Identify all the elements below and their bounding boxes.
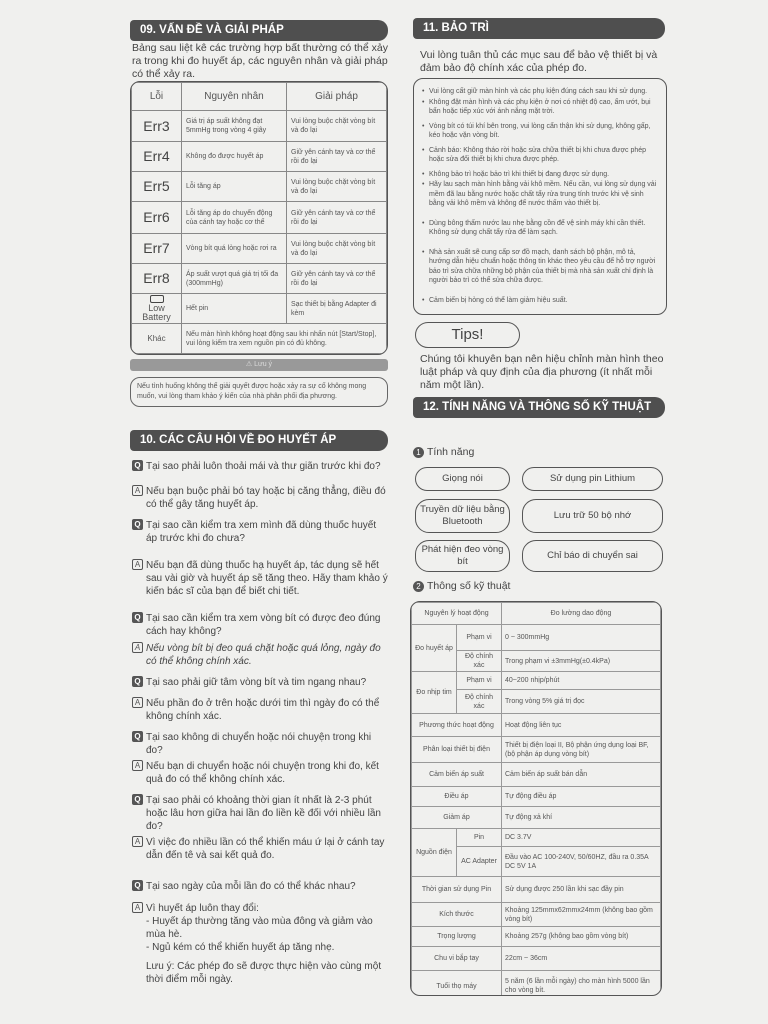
table-header bbox=[132, 83, 387, 111]
answer-icon: A bbox=[132, 642, 143, 653]
table-row: Phương thức hoạt động Hoạt động liên tục bbox=[412, 714, 661, 737]
question-icon: Q bbox=[132, 880, 143, 891]
cause: Không đo được huyết áp bbox=[182, 142, 287, 172]
faq-answer: A Nếu bạn buộc phải bó tay hoặc bị căng thẳng, điều đó có thể gây tăng huyết áp. bbox=[132, 485, 388, 511]
table-row: Nguồn điện Pin DC 3.7V bbox=[412, 829, 661, 847]
faq-answer: A Vì việc đo nhiều lần có thể khiến máu ứ lại ở cánh tay dẫn đến tê và sai kết quả đo. bbox=[132, 836, 388, 862]
table-row: Phân loại thiết bị điện Thiết bị điện loại II, Bộ phận ứng dụng loại BF, (bộ phận áp dụng vòng bít) bbox=[412, 737, 661, 763]
cause: Giá trị áp suất không đạt 5mmHg trong vòng 4 giây bbox=[182, 111, 287, 142]
solution: Giữ yên cánh tay và cơ thể rồi đo lại bbox=[287, 202, 387, 234]
section-09-title: 09. VẤN ĐỀ VÀ GIẢI PHÁP bbox=[130, 20, 388, 41]
maintenance-box bbox=[413, 78, 667, 315]
solution: Vui lòng buộc chặt vòng bít và đo lại bbox=[287, 111, 387, 142]
solution: Vui lòng buộc chặt vòng bít và đo lại bbox=[287, 234, 387, 264]
table-row: Độ chính xác Trong phạm vi ±3mmHg(±0.4kPa) bbox=[412, 651, 661, 672]
header-solution: Giải pháp bbox=[287, 83, 387, 111]
table-row: Đo huyết áp Phạm vi 0 ~ 300mmHg bbox=[412, 625, 661, 651]
table-row: Giảm áp Tự động xả khí bbox=[412, 807, 661, 829]
question-icon: Q bbox=[132, 731, 143, 742]
error-code: Err5 bbox=[132, 172, 182, 202]
solution: Giữ yên cánh tay và cơ thể rồi đo lại bbox=[287, 142, 387, 172]
table-row bbox=[132, 264, 387, 294]
caution-note: Nếu tình huống không thể giải quyết được hoặc xảy ra sự cố không mong muốn, vui lòng tham khảo ý kiến của nhà phân phối địa phương. bbox=[130, 377, 388, 407]
table-row: Cảm biến áp suất Cảm biến áp suất bán dẫn bbox=[412, 763, 661, 787]
table-row: Tuổi thọ máy 5 năm (6 lần mỗi ngày) cho màn hình 5000 lần cho vòng bít. bbox=[412, 971, 661, 997]
faq-question: Q Tại sao ngày của mỗi lần đo có thể khác nhau? bbox=[132, 880, 388, 893]
feature-pill: Chỉ báo di chuyển sai bbox=[522, 540, 663, 572]
table-row bbox=[132, 172, 387, 202]
answer-icon: A bbox=[132, 836, 143, 847]
cause: Lỗi tăng áp bbox=[182, 172, 287, 202]
table-row: Điều áp Tự động điều áp bbox=[412, 787, 661, 807]
list-item: • Không đặt màn hình và các phụ kiện ở nơi có nhiệt độ cao, ẩm ướt, bụi bẩn hoặc tiếp xúc với ánh nắng mặt trời. bbox=[422, 98, 658, 117]
error-code: Err6 bbox=[132, 202, 182, 234]
table-row bbox=[132, 111, 387, 142]
list-item: • Cảm biến bị hỏng có thể làm giảm hiệu suất. bbox=[422, 296, 658, 306]
solution: Giữ yên cánh tay và cơ thể rồi đo lại bbox=[287, 264, 387, 294]
question-icon: Q bbox=[132, 794, 143, 805]
spec-table bbox=[410, 601, 662, 996]
list-item: • Dùng bông thấm nước lau nhẹ bằng cồn để vệ sinh máy khi cần thiết. Không sử dụng chất tẩy rửa để làm sạch. bbox=[422, 219, 658, 238]
error-code: Low Battery bbox=[142, 303, 171, 322]
question-icon: Q bbox=[132, 460, 143, 471]
features-heading: 1 Tính năng bbox=[413, 446, 474, 459]
table-row: Kích thước Khoảng 125mmx62mmx24mm (không bao gồm vòng bít) bbox=[412, 903, 661, 927]
section-12-title: 12. TÍNH NĂNG VÀ THÔNG SỐ KỸ THUẬT bbox=[413, 397, 665, 418]
section-11-intro: Vui lòng tuân thủ các mục sau để bảo vệ thiết bị và đảm bảo độ chính xác của phép đo. bbox=[420, 49, 658, 74]
tips-text: Chúng tôi khuyên bạn nên hiệu chỉnh màn hình theo luật pháp và quy định của địa phương (ít nhất mỗi năm một lần). bbox=[420, 353, 664, 391]
table-row: Nguyên lý hoạt động Đo lường dao động bbox=[412, 603, 661, 625]
header-cause: Nguyên nhân bbox=[182, 83, 287, 111]
error-code: Err8 bbox=[132, 264, 182, 294]
error-code: Err7 bbox=[132, 234, 182, 264]
number-badge: 2 bbox=[413, 581, 424, 592]
answer-icon: A bbox=[132, 760, 143, 771]
cause: Nếu màn hình không hoạt động sau khi nhấn nút [Start/Stop], vui lòng kiểm tra xem nguồn pin có đủ không. bbox=[182, 324, 387, 354]
faq-question: Q Tại sao cần kiểm tra xem vòng bít có được đeo đúng cách hay không? bbox=[132, 612, 388, 638]
error-code: Err4 bbox=[132, 142, 182, 172]
right-column bbox=[413, 18, 667, 418]
cause: Vòng bít quá lỏng hoặc rơi ra bbox=[182, 234, 287, 264]
answer-icon: A bbox=[132, 485, 143, 496]
question-icon: Q bbox=[132, 612, 143, 623]
specs-heading: 2 Thông số kỹ thuật bbox=[413, 580, 510, 593]
faq-answer: A Nếu phần đo ở trên hoặc dưới tim thì ngày đo có thể không chính xác. bbox=[132, 697, 388, 723]
caution-bar: ⚠ Lưu ý bbox=[130, 359, 388, 371]
error-code: Khác bbox=[132, 324, 182, 354]
section-11-title: 11. BẢO TRÌ bbox=[413, 18, 665, 39]
faq-answer: A Vì huyết áp luôn thay đổi: - Huyết áp thường tăng vào mùa đông và giảm vào mùa hè. - Ngủ kém có thể khiến huyết áp tăng nhẹ. Lưu ý: Các phép đo sẽ được thực hiện vào cùng một thời điểm mỗi ngày. bbox=[132, 902, 388, 986]
table-row: Đo nhịp tim Phạm vi 40~200 nhịp/phút bbox=[412, 672, 661, 690]
tips-label: Tips! bbox=[415, 322, 520, 348]
faq-question: Q Tại sao phải luôn thoải mái và thư giãn trước khi đo? bbox=[132, 460, 388, 473]
question-icon: Q bbox=[132, 519, 143, 530]
number-badge: 1 bbox=[413, 447, 424, 458]
faq-answer: A Nếu bạn đã dùng thuốc hạ huyết áp, tác dụng sẽ hết sau vài giờ và huyết áp sẽ tăng theo. Hãy tham khảo ý kiến bác sĩ của bạn để biết chi tiết. bbox=[132, 559, 388, 598]
section-10-title: 10. CÁC CÂU HỎI VỀ ĐO HUYẾT ÁP bbox=[130, 430, 388, 451]
error-table bbox=[130, 81, 388, 355]
table-row: Thời gian sử dụng Pin Sử dụng được 250 lần khi sạc đầy pin bbox=[412, 877, 661, 903]
table-row: AC Adapter Đầu vào AC 100-240V, 50/60HZ, đầu ra 0.35A DC 5V 1A bbox=[412, 847, 661, 877]
cause: Hết pin bbox=[182, 294, 287, 324]
list-item: • Cảnh báo: Không tháo rời hoặc sửa chữa thiết bị khi chưa được phép hoặc sửa đổi thiết bị khi chưa được phép. bbox=[422, 146, 658, 165]
cause: Áp suất vượt quá giá trị tối đa (300mmHg) bbox=[182, 264, 287, 294]
list-item: • Nhà sản xuất sẽ cung cấp sơ đồ mạch, danh sách bộ phận, mô tả, hướng dẫn hiệu chuẩn hoặc thông tin khác theo yêu cầu để hỗ trợ người bảo trì sửa chữa những bộ phận của thiết bị mà nhà sản xuất chỉ định là người bảo trì có thể sửa chữa được. bbox=[422, 248, 658, 286]
faq-answer: A Nếu bạn di chuyển hoặc nói chuyện trong khi đo, kết quả đo có thể không chính xác. bbox=[132, 760, 388, 786]
table-row bbox=[132, 142, 387, 172]
faq-question: Q Tại sao cần kiểm tra xem mình đã dùng thuốc huyết áp trước khi đo chưa? bbox=[132, 519, 388, 545]
feature-pill: Truyền dữ liệu bằng Bluetooth bbox=[415, 499, 510, 533]
faq-question: Q Tại sao phải có khoảng thời gian ít nhất là 2-3 phút hoặc lâu hơn giữa hai lần đo liền kề đối với nhiều lần đo? bbox=[132, 794, 388, 833]
feature-pill: Phát hiện đeo vòng bít bbox=[415, 540, 510, 572]
feature-pill: Giọng nói bbox=[415, 467, 510, 491]
error-code: Err3 bbox=[132, 111, 182, 142]
list-item: • Không bảo trì hoặc bảo trì khi thiết bị đang được sử dụng. bbox=[422, 170, 658, 180]
faq-answer: A Nếu vòng bít bị đeo quá chặt hoặc quá lỏng, ngày đo có thể không chính xác. bbox=[132, 642, 388, 668]
table-row bbox=[132, 202, 387, 234]
solution: Sạc thiết bị bằng Adapter đi kèm bbox=[287, 294, 387, 324]
feature-pill: Lưu trữ 50 bộ nhớ bbox=[522, 499, 663, 533]
table-row bbox=[132, 324, 387, 354]
list-item: • Vui lòng cất giữ màn hình và các phụ kiện đúng cách sau khi sử dụng. bbox=[422, 87, 658, 97]
faq-question: Q Tại sao phải giữ tâm vòng bít và tim ngang nhau? bbox=[132, 676, 388, 689]
feature-pill: Sử dụng pin Lithium bbox=[522, 467, 663, 491]
table-row bbox=[132, 234, 387, 264]
faq-list bbox=[132, 460, 388, 986]
faq-question: Q Tại sao không di chuyển hoặc nói chuyện trong khi đo? bbox=[132, 731, 388, 757]
answer-icon: A bbox=[132, 902, 143, 913]
cause: Lỗi tăng áp do chuyển động của cánh tay hoặc cơ thể bbox=[182, 202, 287, 234]
list-item: • Hãy lau sạch màn hình bằng vải khô mềm. Nếu cần, vui lòng sử dụng vải mềm đã lau bằng nước hoặc chất tẩy rửa trung tính trước khi vệ sinh bằng vải khô mềm và không để nước thấm vào thiết bị. bbox=[422, 180, 658, 209]
table-row: Độ chính xác Trong vòng 5% giá trị đọc bbox=[412, 690, 661, 714]
table-row bbox=[132, 294, 387, 324]
table-row: Trọng lượng Khoảng 257g (không bao gồm vòng bít) bbox=[412, 927, 661, 947]
list-item: • Vòng bít có túi khí bên trong, vui lòng cẩn thận khi sử dụng, không gấp, kéo hoặc vặn vòng bít. bbox=[422, 122, 658, 141]
answer-icon: A bbox=[132, 697, 143, 708]
question-icon: Q bbox=[132, 676, 143, 687]
section-09-intro: Bảng sau liệt kê các trường hợp bất thường có thể xảy ra trong khi đo huyết áp, các nguyên nhân và giải pháp có thể xảy ra. bbox=[132, 42, 388, 80]
answer-icon: A bbox=[132, 559, 143, 570]
solution: Vui lòng buộc chặt vòng bít và đo lại bbox=[287, 172, 387, 202]
battery-icon bbox=[150, 295, 164, 303]
table-row: Chu vi bắp tay 22cm ~ 36cm bbox=[412, 947, 661, 971]
header-error: Lỗi bbox=[132, 83, 182, 111]
